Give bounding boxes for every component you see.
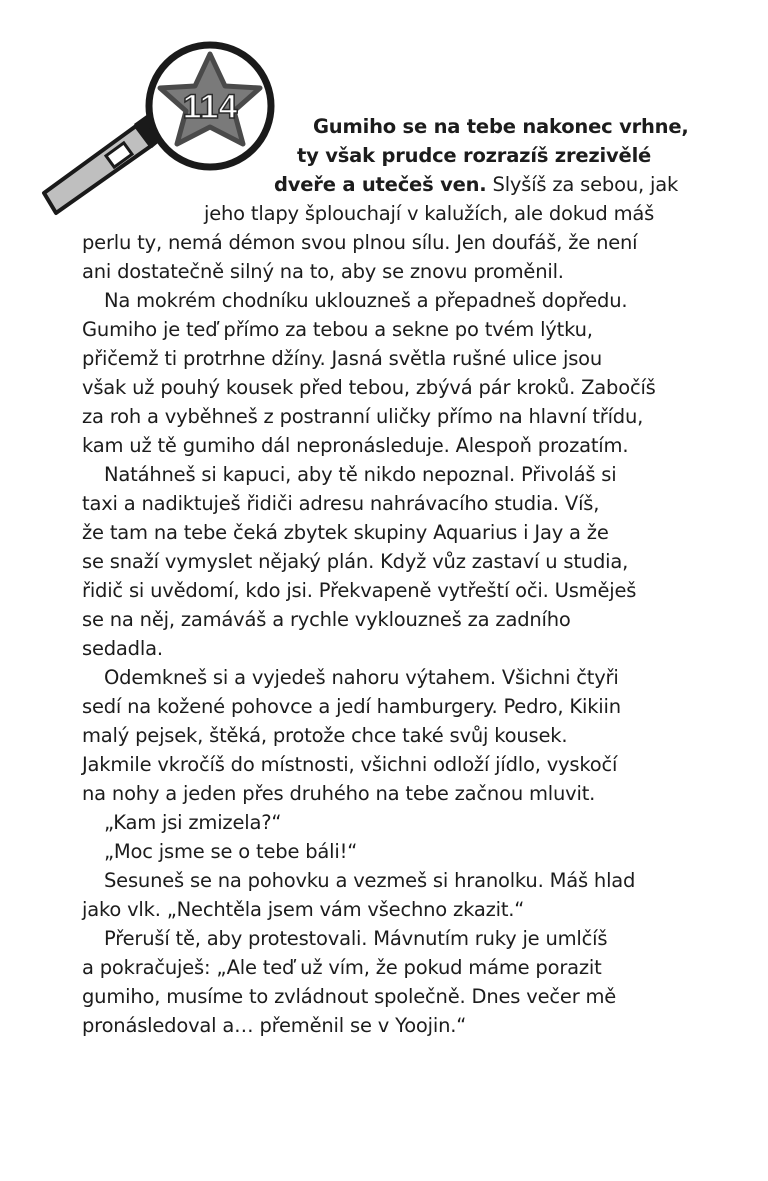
- text-line: [82, 403, 643, 430]
- text-line: [82, 519, 609, 546]
- body-text: za roh a vyběhneš z postranní uličky přímo na hlavní třídu,: [82, 405, 644, 428]
- text-line: [82, 258, 564, 285]
- text-line: [82, 1012, 466, 1039]
- body-text: pronásledoval a… přeměnil se v Yoojin.“: [82, 1014, 467, 1037]
- text-line: [104, 925, 607, 952]
- text-line: [82, 751, 617, 778]
- text-line: [104, 838, 357, 865]
- text-line: [82, 345, 602, 372]
- magnifying-glass-star-icon: [36, 38, 281, 218]
- body-text: „Kam jsi zmizela?“: [104, 811, 282, 834]
- body-text: sedadla.: [82, 637, 163, 660]
- body-text: Odemkneš si a vyjedeš nahoru výtahem. Všichni čtyři: [104, 666, 619, 689]
- bold-text: ty však prudce rozrazíš zrezivělé: [297, 144, 652, 167]
- body-text: Přeruší tě, aby protestovali. Mávnutím ruky je umlčíš: [104, 927, 608, 950]
- body-text: Slyšíš za sebou, jak: [486, 173, 679, 196]
- body-text: „Moc jsme se o tebe báli!“: [104, 840, 358, 863]
- text-line: [104, 664, 619, 691]
- body-text: na nohy a jeden přes druhého na tebe začnou mluvit.: [82, 782, 596, 805]
- bold-text: dveře a utečeš ven.: [274, 173, 487, 196]
- body-text: se na něj, zamáváš a rychle vyklouzneš za zadního: [82, 608, 571, 631]
- text-line: [82, 229, 637, 256]
- body-text: jeho tlapy šplouchají v kalužích, ale dokud máš: [204, 202, 655, 225]
- text-line: [82, 635, 163, 662]
- body-text: kam už tě gumiho dál nepronásleduje. Alespoň prozatím.: [82, 434, 629, 457]
- text-line: [313, 113, 689, 140]
- text-line: [82, 316, 593, 343]
- text-line: [82, 490, 599, 517]
- text-line: [82, 548, 628, 575]
- text-line: [204, 200, 654, 227]
- text-line: [82, 577, 636, 604]
- body-text: že tam na tebe čeká zbytek skupiny Aquarius i Jay a že: [82, 521, 609, 544]
- text-line: [82, 954, 602, 981]
- text-line: [82, 606, 571, 633]
- text-line: [104, 867, 635, 894]
- body-text: Na mokrém chodníku uklouzneš a přepadneš dopředu.: [104, 289, 628, 312]
- text-line: [297, 142, 651, 169]
- text-line: [82, 983, 616, 1010]
- page-number: 114: [182, 88, 238, 126]
- body-text: Jakmile vkročíš do místnosti, všichni odloží jídlo, vyskočí: [82, 753, 618, 776]
- body-text: Natáhneš si kapuci, aby tě nikdo nepoznal. Přivoláš si: [104, 463, 617, 486]
- text-line: [82, 896, 524, 923]
- body-text: ani dostatečně silný na to, aby se znovu proměnil.: [82, 260, 564, 283]
- body-text: řidič si uvědomí, kdo jsi. Překvapeně vytřeští oči. Usměješ: [82, 579, 637, 602]
- text-line: [104, 461, 616, 488]
- bold-text: Gumiho se na tebe nakonec vrhne,: [313, 115, 689, 138]
- text-line: [82, 432, 628, 459]
- body-text: gumiho, musíme to zvládnout společně. Dnes večer mě: [82, 985, 617, 1008]
- text-line: [82, 374, 656, 401]
- magnifier-handle: [44, 114, 164, 213]
- body-text: Gumiho je teď přímo za tebou a sekne po tvém lýtku,: [82, 318, 593, 341]
- body-text: a pokračuješ: „Ale teď už vím, že pokud máme porazit: [82, 956, 602, 979]
- text-line: [82, 693, 621, 720]
- text-line: [82, 722, 567, 749]
- body-text: přičemž ti protrhne džíny. Jasná světla rušné ulice jsou: [82, 347, 603, 370]
- body-text: Sesuneš se na pohovku a vezmeš si hranolku. Máš hlad: [104, 869, 636, 892]
- text-line: [104, 287, 627, 314]
- text-line: [274, 171, 678, 198]
- text-line: [82, 780, 595, 807]
- body-text: sedí na kožené pohovce a jedí hamburgery. Pedro, Kikiin: [82, 695, 621, 718]
- text-line: [104, 809, 281, 836]
- body-text: perlu ty, nemá démon svou plnou sílu. Jen doufáš, že není: [82, 231, 638, 254]
- body-text: však už pouhý kousek před tebou, zbývá pár kroků. Zabočíš: [82, 376, 656, 399]
- body-text: se snaží vymyslet nějaký plán. Když vůz zastaví u studia,: [82, 550, 629, 573]
- body-text: jako vlk. „Nechtěla jsem vám všechno zkazit.“: [82, 898, 525, 921]
- body-text: taxi a nadiktuješ řidiči adresu nahrávacího studia. Víš,: [82, 492, 600, 515]
- body-text: malý pejsek, štěká, protože chce také svůj kousek.: [82, 724, 568, 747]
